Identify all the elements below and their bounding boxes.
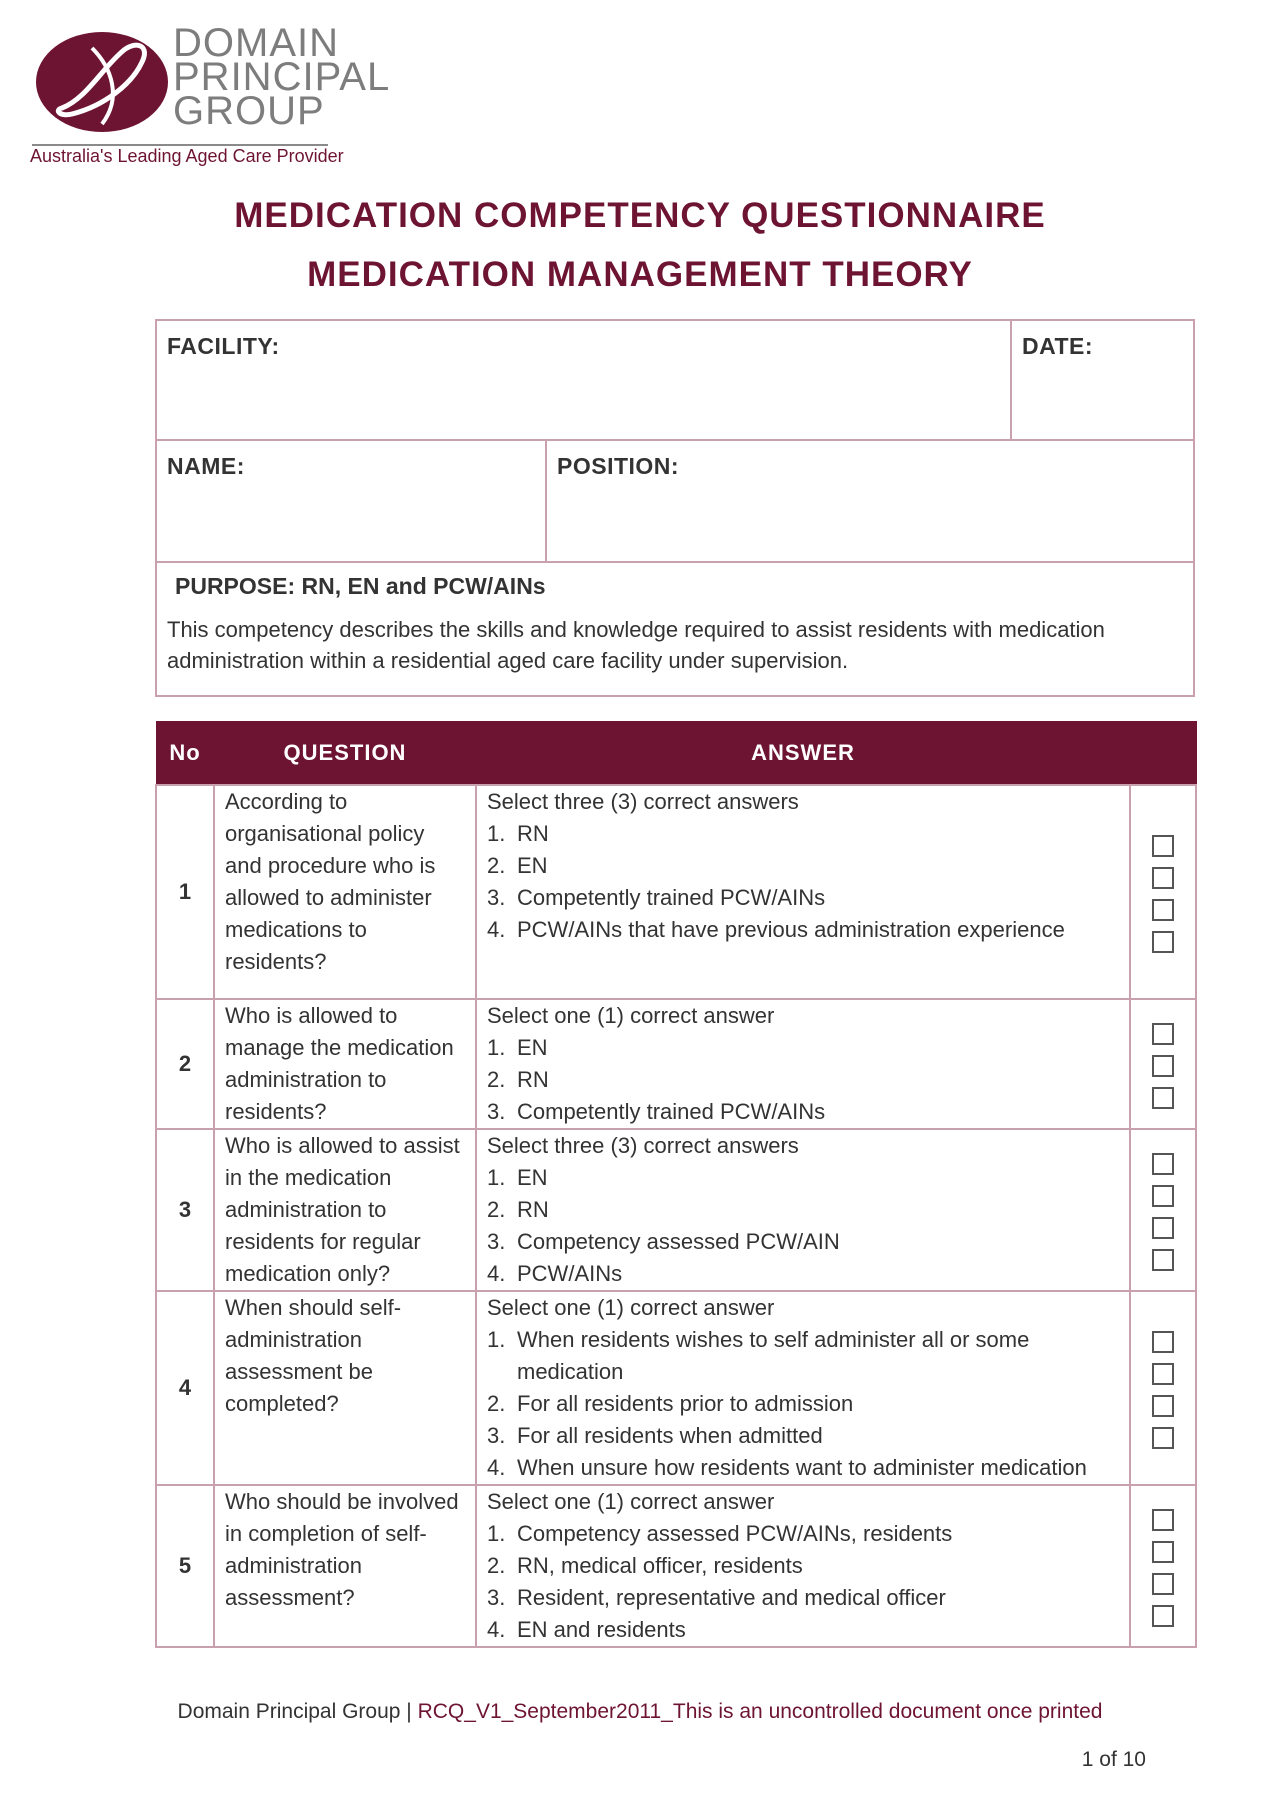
table-row xyxy=(156,1291,1196,1485)
answer-instruction: Select one (1) correct answer xyxy=(487,1489,775,1514)
question-text: When should self-administration assessment be completed? xyxy=(214,1291,476,1485)
details-form xyxy=(155,319,1195,697)
logo-word-group: GROUP xyxy=(173,89,325,133)
purpose-section xyxy=(157,563,1195,697)
list-item: 1. Competency assessed PCW/AINs, residents xyxy=(487,1521,953,1546)
position-label: POSITION: xyxy=(557,453,680,479)
document-subtitle: MEDICATION MANAGEMENT THEORY xyxy=(307,255,973,294)
name-label: NAME: xyxy=(167,453,245,479)
answer-checkbox[interactable] xyxy=(1152,1023,1174,1045)
checkbox-column xyxy=(1130,1291,1196,1485)
name-field[interactable] xyxy=(157,441,547,563)
answer-checkbox[interactable] xyxy=(1152,1217,1174,1239)
list-item: 3. Competently trained PCW/AINs xyxy=(487,885,826,910)
table-row xyxy=(156,1129,1196,1291)
facility-field[interactable] xyxy=(157,321,1012,441)
logo-tagline: Australia's Leading Aged Care Provider xyxy=(30,146,344,166)
table-row xyxy=(156,1485,1196,1647)
question-text: Who is allowed to manage the medication administration to residents? xyxy=(214,999,476,1129)
footer-org: Domain Principal Group | xyxy=(177,1700,418,1723)
list-item: 1. When residents wishes to self administer all or some medication xyxy=(487,1327,1030,1384)
answer-instruction: Select one (1) correct answer xyxy=(487,1003,775,1028)
answer-checkbox[interactable] xyxy=(1152,1541,1174,1563)
purpose-text: This competency describes the skills and knowledge required to assist residents with medication administration within a residential aged care facility under supervision. xyxy=(167,617,1105,673)
answer-checkbox[interactable] xyxy=(1152,1395,1174,1417)
answer-options xyxy=(476,1129,1130,1291)
answer-checkbox[interactable] xyxy=(1152,1185,1174,1207)
facility-label: FACILITY: xyxy=(167,333,280,359)
logo-word-domain: DOMAIN xyxy=(173,21,339,65)
header-question: QUESTION xyxy=(214,722,476,786)
list-item: 2. EN xyxy=(487,853,548,878)
answer-checkbox[interactable] xyxy=(1152,1153,1174,1175)
answer-options xyxy=(476,785,1130,999)
logo-word-principal: PRINCIPAL xyxy=(173,55,391,99)
question-number: 2 xyxy=(156,999,214,1129)
list-item: 3. For all residents when admitted xyxy=(487,1423,823,1448)
answer-checkbox[interactable] xyxy=(1152,1605,1174,1627)
date-field[interactable] xyxy=(1012,321,1195,441)
header-no: No xyxy=(156,722,214,786)
answer-checkbox[interactable] xyxy=(1152,1427,1174,1449)
list-item: 1. RN xyxy=(487,821,549,846)
page-footer xyxy=(0,1700,1280,1724)
checkbox-column xyxy=(1130,785,1196,999)
table-row xyxy=(156,785,1196,999)
list-item: 2. RN, medical officer, residents xyxy=(487,1553,803,1578)
header-answer: ANSWER xyxy=(476,722,1130,786)
answer-checkbox[interactable] xyxy=(1152,1573,1174,1595)
checkbox-column xyxy=(1130,999,1196,1129)
list-item: 3. Competently trained PCW/AINs xyxy=(487,1099,826,1124)
list-item: 4. EN and residents xyxy=(487,1617,686,1642)
list-item: 3. Resident, representative and medical officer xyxy=(487,1585,946,1610)
company-logo xyxy=(28,21,391,169)
list-item: 4. When unsure how residents want to administer medication xyxy=(487,1455,1087,1480)
domain-logo-mark-icon xyxy=(32,28,172,136)
answer-checkbox[interactable] xyxy=(1152,835,1174,857)
list-item: 2. For all residents prior to admission xyxy=(487,1391,854,1416)
question-table xyxy=(155,721,1197,1648)
answer-options xyxy=(476,999,1130,1129)
list-item: 3. Competency assessed PCW/AIN xyxy=(487,1229,840,1254)
answer-checkbox[interactable] xyxy=(1152,867,1174,889)
answer-checkbox[interactable] xyxy=(1152,931,1174,953)
question-number: 5 xyxy=(156,1485,214,1647)
checkbox-column xyxy=(1130,1485,1196,1647)
answer-options xyxy=(476,1291,1130,1485)
checkbox-column xyxy=(1130,1129,1196,1291)
answer-options xyxy=(476,1485,1130,1647)
list-item: 4. PCW/AINs xyxy=(487,1261,623,1286)
answer-checkbox[interactable] xyxy=(1152,1331,1174,1353)
answer-checkbox[interactable] xyxy=(1152,1363,1174,1385)
answer-instruction: Select one (1) correct answer xyxy=(487,1295,775,1320)
answer-checkbox[interactable] xyxy=(1152,1087,1174,1109)
page-number: 1 of 10 xyxy=(1081,1748,1146,1771)
answer-instruction: Select three (3) correct answers xyxy=(487,789,799,814)
list-item: 1. EN xyxy=(487,1165,548,1190)
answer-instruction: Select three (3) correct answers xyxy=(487,1133,799,1158)
list-item: 1. EN xyxy=(487,1035,548,1060)
question-number: 4 xyxy=(156,1291,214,1485)
purpose-title: PURPOSE: RN, EN and PCW/AINs xyxy=(175,573,546,599)
answer-checkbox[interactable] xyxy=(1152,1249,1174,1271)
answer-checkbox[interactable] xyxy=(1152,899,1174,921)
date-label: DATE: xyxy=(1022,333,1094,359)
header-check xyxy=(1130,722,1196,786)
question-text: Who is allowed to assist in the medication administration to residents for regular medication only? xyxy=(214,1129,476,1291)
question-number: 1 xyxy=(156,785,214,999)
answer-checkbox[interactable] xyxy=(1152,1055,1174,1077)
position-field[interactable] xyxy=(547,441,1195,563)
table-row xyxy=(156,999,1196,1129)
question-text: According to organisational policy and procedure who is allowed to administer medications to residents? xyxy=(214,785,476,999)
question-text: Who should be involved in completion of self-administration assessment? xyxy=(214,1485,476,1647)
footer-document-id: RCQ_V1_September2011_This is an uncontrolled document once printed xyxy=(417,1700,1103,1723)
list-item: 2. RN xyxy=(487,1197,549,1222)
list-item: 2. RN xyxy=(487,1067,549,1092)
list-item: 4. PCW/AINs that have previous administration experience xyxy=(487,917,1065,942)
question-number: 3 xyxy=(156,1129,214,1291)
document-title: MEDICATION COMPETENCY QUESTIONNAIRE xyxy=(234,196,1046,235)
answer-checkbox[interactable] xyxy=(1152,1509,1174,1531)
table-header-row xyxy=(156,722,1196,786)
